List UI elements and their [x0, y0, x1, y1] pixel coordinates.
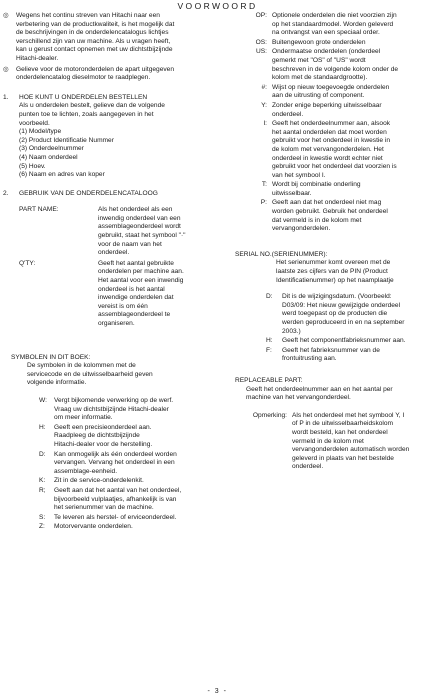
text-line: vervangonderdelen. — [272, 225, 331, 233]
text-line: aan de uitrusting of component. — [272, 92, 365, 100]
text-line: (5) Hoev. — [19, 162, 46, 170]
intro-note — [3, 12, 219, 64]
text-line: wordt besteld, kan het onderdeel — [292, 428, 388, 436]
serial-symbols — [228, 293, 432, 364]
text-line: Wijst op nieuw toegevoegde onderdelen — [272, 83, 390, 91]
text-line: organiseren. — [98, 320, 135, 327]
symbol-key: Y: — [261, 101, 267, 109]
symbol-row — [39, 487, 219, 513]
symbol-key: H: — [39, 423, 46, 431]
text-line: gebruikt voor het onderdeel in kwestie in — [272, 137, 391, 145]
text-line: (6) Naam en adres van koper — [19, 171, 105, 179]
symbol-key: OP: — [255, 12, 267, 19]
text-line: vermeld in de kolom met — [292, 437, 364, 445]
serial-symbol-row — [228, 293, 432, 336]
text-line: geleverd in plaats van het bestelde — [292, 454, 394, 462]
symbol-row — [228, 199, 432, 233]
symbol-text — [272, 181, 432, 198]
symbol-text — [282, 293, 432, 336]
text-line: onderdeel in kwestie wordt echter niet — [272, 154, 383, 162]
text-line: Optionele onderdelen die niet voorzien zijn — [272, 12, 397, 19]
text-line: Geeft het onderdeelnummer aan en het aantal per — [246, 385, 393, 393]
text-line: de kolom met vervangonderdelen. Het — [272, 145, 384, 153]
text-line: Geeft aan dat het onderdeel niet mag — [272, 199, 382, 207]
text-line: (4) Naam onderdeel — [19, 153, 78, 161]
text-line: vervangonderdelen automatisch worden — [292, 446, 410, 454]
text-line: Geeft het componentfabrieksnummer aan. — [282, 337, 406, 345]
text-line: gebruikt voor het onderdeel dat voorzien is — [272, 163, 397, 171]
text-line: inwendig onderdeel van een — [98, 214, 181, 222]
symbols-heading: SYMBOLEN IN DIT BOEK: — [11, 353, 91, 361]
symbol-text — [272, 48, 432, 82]
text-line: punten toe te lichten, zoals aangegeven in het — [19, 110, 154, 118]
text-line: vervangen. Vervang het onderdeel in een — [54, 459, 175, 467]
section-1-heading: 1. HOE KUNT U ONDERDELEN BESTELLEN — [3, 93, 148, 101]
symbol-text — [272, 102, 432, 119]
text-line: Vraag uw dichtstbijzijnde Hitachi-dealer — [54, 405, 169, 413]
symbol-row — [228, 39, 432, 48]
text-line: (1) Model/type — [19, 128, 62, 136]
text-line: om meer informatie. — [54, 414, 113, 422]
symbols-list — [3, 397, 219, 532]
text-line: onderdelencatalog dieselmotor te raadplegen. — [16, 74, 151, 82]
text-line: kan u gerust contact opnemen met uw dichtstbijzijnde — [16, 46, 173, 54]
text-line: Wegens het continu streven van Hitachi naar een — [16, 12, 160, 19]
text-line: frontuitrusting aan. — [282, 355, 337, 363]
text-line: Motorvervante onderdelen. — [54, 523, 133, 531]
text-line: na ontvangst van een speciaal order. — [272, 29, 380, 37]
symbol-row — [228, 181, 432, 198]
symbol-text — [54, 424, 219, 450]
text-line: vereist is om één — [98, 302, 148, 310]
symbol-row — [228, 120, 432, 180]
symbol-key: D: — [39, 450, 46, 458]
text-line: werd toegepast op de producten die — [282, 310, 388, 318]
symbol-text — [272, 39, 432, 48]
symbol-row — [228, 12, 432, 38]
text-line: assemblageonderdeel te — [98, 311, 171, 319]
text-line: Dit is de wijzigingsdatum. (Voorbeeld: — [282, 293, 392, 301]
symbol-key: Z: — [39, 523, 45, 531]
intro-note — [3, 66, 219, 83]
symbol-key: H: — [266, 337, 273, 345]
symbol-key: OS: — [255, 38, 267, 46]
text-line: Buitengewoon grote onderdelen — [272, 38, 366, 46]
replaceable-heading: REPLACEABLE PART: — [235, 376, 303, 384]
symbol-key: D: — [266, 293, 273, 301]
symbol-key: R; — [39, 486, 46, 494]
definition-row — [19, 260, 219, 329]
symbol-row — [39, 397, 219, 423]
text-line: Raadpleeg de dichtstbijzijnde — [54, 432, 140, 440]
symbol-key: F: — [266, 346, 272, 354]
text-line: De symbolen in de kolommen met de — [27, 362, 136, 370]
symbol-text — [272, 120, 432, 180]
definition-term: PART NAME: — [19, 206, 59, 214]
text-line: Wordt bij combinatie onderling — [272, 181, 361, 189]
symbol-key: #: — [261, 83, 267, 91]
text-line: van het symbool I. — [272, 171, 326, 179]
symbol-text — [54, 451, 219, 477]
text-line: Geeft het aantal gebruikte — [98, 259, 174, 267]
text-line: voor de naam van het — [98, 240, 162, 248]
text-line: verbetering van de productkwaliteit, is het mogelijk dat — [16, 20, 175, 28]
text-line: of P in de uitwisselbaarheidskolom — [292, 420, 394, 428]
definition-row — [19, 206, 219, 258]
definition-text — [98, 206, 219, 258]
page-number: - 3 - — [207, 688, 228, 696]
bullet-icon: ◎ — [3, 65, 9, 73]
text-line: Geeft een precisieonderdeel aan. — [54, 423, 152, 431]
text-line: beschreven in de volgende kolom onder de — [272, 65, 399, 73]
text-line: gebruikt, staat het symbool "·" — [98, 232, 186, 240]
symbol-key: I: — [263, 120, 267, 128]
text-line: Identificatienummer) op het naamplaatje — [276, 276, 394, 284]
symbol-key: S: — [39, 513, 46, 521]
symbol-row — [39, 477, 219, 486]
serial-heading: SERIAL NO.(SERIENUMMER): — [235, 250, 328, 258]
symbol-row — [228, 84, 432, 101]
text-line: (3) Onderdeelnummer — [19, 145, 84, 153]
definition-text — [98, 260, 219, 329]
text-line: Kan onmogelijk als één onderdeel worden — [54, 450, 177, 458]
text-line: (2) Product Identificatie Nummer — [19, 136, 114, 144]
text-line: bijvoorbeeld vulplaatjes, afhankelijk is van — [54, 495, 177, 503]
bullet-icon: ◎ — [3, 12, 9, 19]
symbol-key: W: — [39, 396, 47, 404]
text-line: inwendige onderdelen dat — [98, 294, 174, 302]
symbol-text — [272, 84, 432, 101]
right-column — [228, 12, 432, 472]
symbol-text — [54, 514, 219, 523]
symbol-row — [39, 523, 219, 532]
symbol-text — [54, 487, 219, 513]
text-line: Vergt bijkomende verwerking op de werf. — [54, 396, 174, 404]
left-column — [3, 12, 219, 533]
text-line: kolom met de standaardgrootte). — [272, 74, 368, 82]
intro-notes — [3, 12, 219, 83]
symbol-text — [272, 199, 432, 233]
serial-symbol-row — [228, 347, 432, 364]
replaceable-description — [228, 386, 432, 403]
text-line: op het standaardmodel. Worden geleverd — [272, 20, 394, 28]
section-2-heading: 2. GEBRUIK VAN DE ONDERDELENCATALOOG — [3, 189, 158, 197]
symbol-row — [228, 102, 432, 119]
symbol-key: T: — [261, 181, 267, 189]
serial-description — [228, 259, 432, 285]
text-line: onderdelen per machine aan. — [98, 268, 184, 276]
symbol-text — [54, 477, 219, 486]
text-line: gemerkt met "OS" of "US" wordt — [272, 56, 366, 64]
text-line: onderdeel is het aantal — [98, 285, 165, 293]
text-line: 2003.) — [282, 327, 301, 335]
symbol-key: K: — [39, 477, 46, 485]
text-line: D03/09: Het nieuw gewijzigde onderdeel — [282, 301, 401, 309]
text-line: voorbeeld. — [19, 119, 50, 127]
text-line: servicecode en de uitwisselbaarheid geven — [27, 370, 153, 378]
text-line: verschillend zijn van uw machine. Als u vragen heeft, — [16, 37, 171, 45]
text-line: Zit in de service-onderdelenkit. — [54, 477, 144, 485]
text-line: worden gebruikt. Gebruik het onderdeel — [272, 208, 388, 216]
text-line: Als u onderdelen bestelt, gelieve dan de volgende — [19, 102, 165, 110]
text-line: volgende informatie. — [27, 379, 87, 387]
symbol-row — [39, 451, 219, 477]
text-line: Gelieve voor de motoronderdelen de apart uitgegeven — [16, 65, 174, 73]
symbol-text — [282, 347, 432, 364]
text-line: uitwisselbaar. — [272, 189, 312, 197]
text-line: assemblage-eenheid. — [54, 467, 118, 475]
text-line: Geeft aan dat het aantal van het onderdeel, — [54, 486, 182, 494]
symbols-description — [3, 362, 219, 388]
symbol-text — [54, 397, 219, 423]
symbol-row — [228, 48, 432, 82]
page-title: VOORWOORD — [177, 1, 258, 11]
text-line: het serienummer van de machine. — [54, 504, 154, 512]
text-line: Hitachi-dealer. — [16, 54, 59, 62]
text-line: werden geproduceerd in en na september — [282, 319, 405, 326]
symbol-row — [39, 424, 219, 450]
text-line: Zonder enige beperking uitwisselbaar — [272, 101, 382, 109]
text-line: Te leveren als herstel- of erviceonderdeel. — [54, 513, 177, 521]
symbol-key: P: — [260, 199, 267, 207]
remark: Opmerking: Als het onderdeel met het symbool Y, I of P in de uitwisselbaarheidskolom wordt besteld, kan het onderdeel vermeld in de kolom met vervangonderdelen automatisch worden geleverd in plaats van het bestelde onderdeel. — [228, 412, 432, 472]
text-line: de beschrijvingen in de onderdelencatalogus lichtjes — [16, 29, 169, 37]
definition-list — [19, 206, 219, 328]
intro-text — [16, 12, 219, 64]
section-1-body — [3, 102, 219, 179]
text-line: Het serienummer komt overeen met de — [276, 259, 391, 267]
symbol-text — [272, 12, 432, 38]
text-line: Geeft het fabrieksnummer van de — [282, 346, 380, 354]
symbol-row — [39, 514, 219, 523]
symbol-key: US: — [256, 48, 267, 56]
symbol-text — [54, 523, 219, 532]
text-line: onderdeel. — [272, 110, 304, 118]
text-line: machine van het vervangonderdeel. — [246, 394, 351, 402]
text-line: laatste zes cijfers van de PIN (Product — [276, 268, 388, 276]
text-line: Ondermaatse onderdelen (onderdeel — [272, 48, 381, 56]
text-line: assemblageonderdeel wordt — [98, 223, 181, 231]
symbols-list-continued — [228, 12, 432, 234]
symbol-text — [282, 337, 432, 346]
text-line: Hitachi-dealer voor de herstelling. — [54, 440, 153, 448]
text-line: het aantal onderdelen dat moet worden — [272, 128, 387, 136]
text-line: dat vermeld is in de kolom met — [272, 216, 362, 224]
intro-text — [16, 66, 219, 83]
serial-symbol-row — [228, 337, 432, 346]
text-line: Als het onderdeel als een — [98, 206, 173, 214]
text-line: onderdeel. — [98, 249, 130, 257]
text-line: Geeft het onderdeelnummer aan, alsook — [272, 120, 391, 128]
text-line: Het aantal voor een inwendig — [98, 277, 184, 285]
definition-term: Q'TY: — [19, 259, 36, 267]
text-line: onderdeel. — [292, 463, 324, 471]
text-line: Als het onderdeel met het symbool Y, I — [292, 411, 405, 419]
